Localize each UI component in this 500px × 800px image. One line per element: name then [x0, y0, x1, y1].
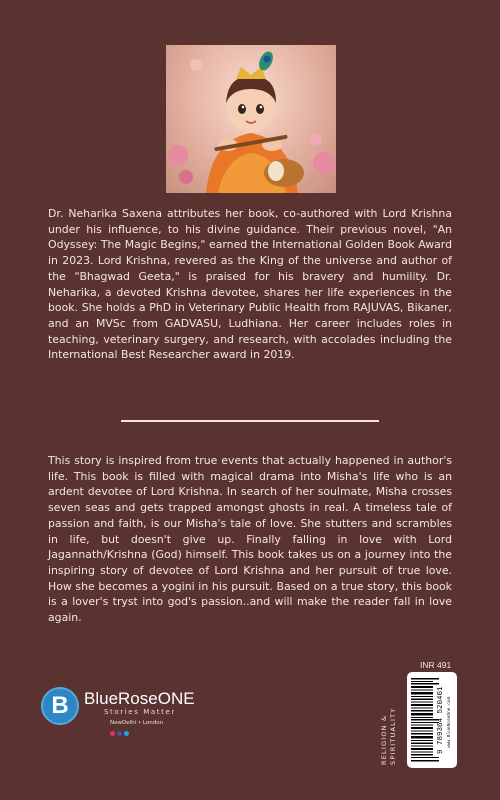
publisher-logo-letter: B: [51, 692, 69, 719]
genre-label: [380, 675, 404, 765]
barcode-bars: [411, 678, 439, 762]
publisher-locations: NewDelhi • London: [110, 720, 164, 726]
twitter-icon: [124, 731, 129, 736]
publisher-logo-icon: [41, 687, 79, 725]
book-synopsis-text: This story is inspired from true events that actually happened in author's life. This book is filled with magical drama into Misha's life who is an ardent devotee of Lord Krishna. In search of her soulmate, Misha crosses seven seas and gets trapped amongst ghosts in real. A timeless tale of passion and faith, is our Misha's tale of love. She stutters and scrambles in life, but doesn't give up. Finally falling in love with Lord Jagannath/Krishna (God) himself. This book takes us on a journey into the inspiring story of devotee of Lord Krishna and her pursuit of true love. How she becomes a yogini in his pursuit. Based on a true story, this book is a lover's tryst into god's passion..and will make the reader fall in love again.: [48, 454, 452, 625]
facebook-icon: [117, 731, 122, 736]
author-bio-text: Dr. Neharika Saxena attributes her book, co-authored with Lord Krishna under his influence, to his divine guidance. Their previous novel, "An Odyssey: The Magic Begins," earned the International Golden Book Award in 2023. Lord Krishna, revered as the King of the universe and author of the "Bhagwad Geeta," is praised for his bravery and humility. Dr. Neharika, a devoted Krishna devotee, shares her life experiences in the book. She holds a PhD in Veterinary Public Health from RAJUVAS, Bikaner, and an MVSc from GADVASU, Ludhiana. Her career includes roles in teaching, veterinary surgery, and research, with accolades including the International Best Researcher award in 2019.: [48, 207, 452, 362]
publisher-name-part2: ONE: [157, 689, 195, 708]
instagram-icon: [110, 731, 115, 736]
price-label: INR 491: [420, 660, 452, 670]
genre-line-2: SPIRITUALITY: [389, 707, 397, 765]
publisher-tagline: Stories Matter: [104, 708, 176, 716]
krishna-illustration: [166, 45, 336, 193]
publisher-website: www.BlueRoseOne.com: [447, 696, 452, 748]
publisher-name: [84, 689, 195, 709]
krishna-illustration-art: [166, 45, 336, 193]
isbn-barcode: [407, 672, 457, 768]
genre-line-1: RELIGION &: [380, 714, 388, 765]
publisher-name-part1: BlueRose: [84, 689, 158, 708]
isbn-number: 9 789364 520461: [437, 686, 445, 754]
social-icons: [110, 731, 129, 737]
section-divider: [121, 420, 379, 422]
